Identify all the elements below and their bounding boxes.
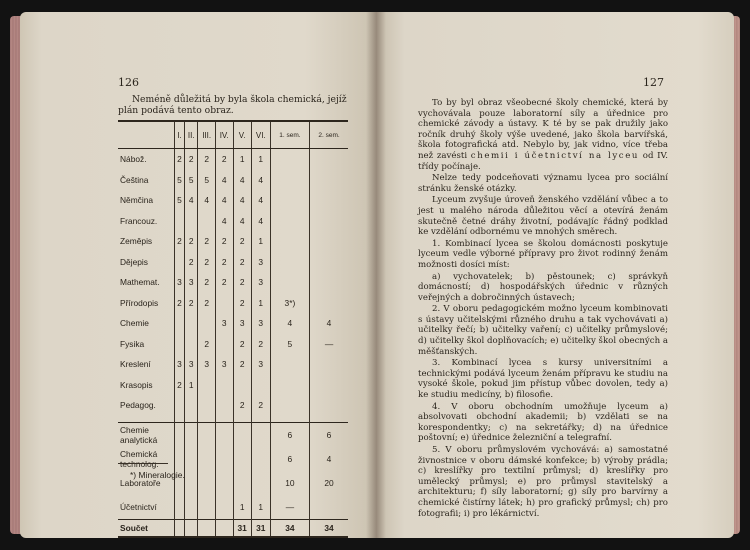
hours-cell: 1 xyxy=(251,495,270,520)
paragraph: 1. Kombinací lycea se školou domácnosti poskytuje lyceum vedle výborné přípravy pro život rodinný ženám možnosti dosíci míst: xyxy=(418,238,668,270)
hours-cell xyxy=(251,375,270,396)
hours-cell xyxy=(184,313,198,334)
hours-cell xyxy=(175,334,185,355)
subject-cell: Chemická technolog. xyxy=(120,448,159,469)
hours-cell xyxy=(215,471,233,495)
hours-cell xyxy=(310,149,348,170)
hours-cell xyxy=(310,170,348,191)
paragraph: 3. Kombinací lycea s kursy universitními a technickými podává lyceum ženám přípravu ke studiu na vysoké škole, pokud jim přístup vůbec dovolen, tedy a) ke studiu medicíny, b) filosofie. xyxy=(418,358,668,401)
hours-cell: 31 xyxy=(251,519,270,537)
table-row xyxy=(118,190,348,211)
hours-cell: 3 xyxy=(251,272,270,293)
hours-cell xyxy=(198,471,215,495)
paragraph: a) vychovatelek; b) pěstounek; c) správkyň domácností; d) hospodářských úřednic v různých veřejných a dobročinných ústavech; xyxy=(418,271,668,303)
hours-cell: 1 xyxy=(251,231,270,252)
hours-cell: 3 xyxy=(184,272,198,293)
hours-cell: 5 xyxy=(184,170,198,191)
hours-cell: 2 xyxy=(175,231,185,252)
hours-cell xyxy=(233,471,251,495)
paragraph: 5. V oboru průmyslovém vychovává: a) samostatné živnostnice v oboru dámské konfekce; b) výroby prádla; c) kreslířky pro textilní průmysl; d) kreslířky pro umělecký průmysl; e) pro průmysl stavitelský a architekturu; f) síly laboratorní; g) síly pro barvírny a chemické čistírny látek; h) pro grafický průmysl; ch) pro fotografii; i) pro lékárnictví. xyxy=(418,445,668,519)
emphasized-text: chemii i účetnictví na lyceu xyxy=(470,150,640,161)
subject-cell: Pedagog. xyxy=(120,400,156,411)
hours-cell: 4 xyxy=(215,190,233,211)
hours-cell xyxy=(175,495,185,520)
table-row xyxy=(118,375,348,396)
hours-cell xyxy=(310,395,348,416)
hours-cell: 2 xyxy=(215,252,233,273)
hours-cell: 2 xyxy=(233,395,251,416)
subject-cell: Nábož. xyxy=(120,154,147,165)
subject-cell: Laboratoře xyxy=(120,477,161,488)
hours-cell: 3 xyxy=(198,354,215,375)
hours-cell xyxy=(233,375,251,396)
hours-cell: 20 xyxy=(310,471,348,495)
table-row xyxy=(118,272,348,293)
hours-cell: 5 xyxy=(270,334,309,355)
subject-cell: Přírodopis xyxy=(120,297,159,308)
hours-cell xyxy=(233,422,251,447)
hours-cell: 3 xyxy=(251,252,270,273)
hours-cell xyxy=(175,395,185,416)
header-sem-1: 1. sem. xyxy=(270,121,309,149)
table-row xyxy=(118,495,348,520)
hours-cell xyxy=(215,334,233,355)
hours-cell: 5 xyxy=(198,170,215,191)
hours-cell: 4 xyxy=(233,170,251,191)
hours-cell xyxy=(198,422,215,447)
header-year-1: I. xyxy=(175,121,185,149)
table-row xyxy=(118,354,348,375)
hours-cell: 2 xyxy=(233,354,251,375)
hours-cell: 5 xyxy=(175,170,185,191)
paragraph-text: To by byl obraz všeobecné školy chemické, která by vychovávala pouze laboratorní síly a úřednice pro chemické závody a ústavy. K té by se pak družily jako ročník druhý školy výše uvedené, jako škola barvířská, škola fotografická atd. Nebylo by, jak vidno, více třeba než zavésti xyxy=(418,98,668,161)
hours-cell: 2 xyxy=(233,334,251,355)
hours-cell xyxy=(310,272,348,293)
hours-cell xyxy=(184,334,198,355)
hours-cell xyxy=(270,190,309,211)
right-page-text xyxy=(418,98,668,520)
hours-cell: 6 xyxy=(310,422,348,447)
hours-cell: 34 xyxy=(270,519,309,537)
hours-cell xyxy=(198,375,215,396)
table-row xyxy=(118,170,348,191)
hours-cell: 1 xyxy=(251,293,270,314)
hours-cell: 4 xyxy=(251,211,270,232)
hours-cell xyxy=(184,495,198,520)
hours-cell: 2 xyxy=(233,293,251,314)
hours-cell: 2 xyxy=(175,149,185,170)
hours-cell xyxy=(175,211,185,232)
header-year-2: II. xyxy=(184,121,198,149)
table-row xyxy=(118,252,348,273)
hours-cell xyxy=(310,375,348,396)
subject-cell: Zeměpis xyxy=(120,236,153,247)
table-row xyxy=(118,313,348,334)
hours-cell: 2 xyxy=(175,375,185,396)
subject-cell: Francouz. xyxy=(120,215,158,226)
hours-cell: 3 xyxy=(251,313,270,334)
hours-cell xyxy=(198,447,215,471)
hours-cell: 6 xyxy=(270,447,309,471)
hours-cell xyxy=(215,395,233,416)
book-gutter xyxy=(366,12,386,538)
page-number-right: 127 xyxy=(643,76,664,89)
hours-cell: 2 xyxy=(198,272,215,293)
subject-cell: Němčina xyxy=(120,195,154,206)
hours-cell xyxy=(215,519,233,537)
hours-cell: — xyxy=(310,334,348,355)
hours-cell xyxy=(215,422,233,447)
hours-cell: 31 xyxy=(233,519,251,537)
hours-cell xyxy=(233,447,251,471)
subject-cell: Účetnictví xyxy=(120,501,157,512)
hours-cell xyxy=(310,252,348,273)
hours-cell: 1 xyxy=(184,375,198,396)
hours-cell xyxy=(175,252,185,273)
table-row xyxy=(118,519,348,537)
hours-cell: 3*) xyxy=(270,293,309,314)
table-row xyxy=(118,293,348,314)
hours-cell xyxy=(184,471,198,495)
hours-cell xyxy=(310,293,348,314)
hours-cell: 2 xyxy=(215,231,233,252)
subject-cell: Fysika xyxy=(120,338,145,349)
table-row xyxy=(118,395,348,416)
hours-cell: 34 xyxy=(310,519,348,537)
paragraph: 4. V oboru obchodním umožňuje lyceum a) absolvovati obchodní akademii; b) vzdělati se na korespondentky; c) na sekretářky; d) na úřednice poštovní; e) úřednice železniční a telegrafní. xyxy=(418,401,668,444)
table-row xyxy=(118,149,348,170)
hours-cell: 4 xyxy=(184,190,198,211)
hours-cell xyxy=(251,422,270,447)
subject-cell: Krasopis xyxy=(120,379,153,390)
hours-cell xyxy=(215,293,233,314)
header-year-3: III. xyxy=(198,121,215,149)
hours-cell xyxy=(198,313,215,334)
hours-cell: 1 xyxy=(251,149,270,170)
hours-cell xyxy=(270,170,309,191)
hours-cell: 4 xyxy=(215,211,233,232)
hours-cell xyxy=(184,422,198,447)
hours-cell: 2 xyxy=(184,252,198,273)
hours-cell xyxy=(270,211,309,232)
hours-cell: 2 xyxy=(175,293,185,314)
subject-cell: Čeština xyxy=(120,174,149,185)
hours-cell xyxy=(215,495,233,520)
header-year-4: IV. xyxy=(215,121,233,149)
hours-cell: 3 xyxy=(215,354,233,375)
hours-cell: 4 xyxy=(215,170,233,191)
hours-cell: 2 xyxy=(198,334,215,355)
hours-cell: 4 xyxy=(270,313,309,334)
paragraph: Nelze tedy podceňovati významu lycea pro sociální stránku ženské otázky. xyxy=(418,173,668,194)
hours-cell xyxy=(198,495,215,520)
hours-cell xyxy=(184,447,198,471)
paragraph: 2. V oboru pedagogickém možno lyceum kombinovati s ústavy učitelskými různého druhu a tak vychovávati a) učitelky řečí; b) učitelky vaření; c) učitelky průmyslové; d) učitelky škol doplňovacích; e) učitelky škol obecných a měšťanských. xyxy=(418,304,668,357)
hours-cell: 4 xyxy=(233,190,251,211)
hours-cell: 4 xyxy=(251,190,270,211)
hours-cell: 2 xyxy=(184,149,198,170)
hours-cell xyxy=(251,447,270,471)
table-row xyxy=(118,334,348,355)
hours-cell: 2 xyxy=(233,272,251,293)
hours-cell xyxy=(310,211,348,232)
hours-cell: 2 xyxy=(215,272,233,293)
hours-cell: 10 xyxy=(270,471,309,495)
paragraph: Lyceum zvyšuje úroveň ženského vzdělání vůbec a to jest u malého národa důležitou věcí a otevírá ženám skutečně četné dráhy životní, podávajíc řádný podklad ke vzdělání odbornému ve mnohých směrech. xyxy=(418,195,668,238)
page-number-left: 126 xyxy=(118,76,139,89)
table-row xyxy=(118,211,348,232)
hours-cell: 4 xyxy=(251,170,270,191)
hours-cell: 2 xyxy=(198,293,215,314)
hours-cell: 4 xyxy=(198,190,215,211)
footnote: *) Mineralogie. xyxy=(130,470,185,480)
hours-cell: 2 xyxy=(233,231,251,252)
subject-cell: Chemie analytická xyxy=(118,422,175,447)
hours-cell xyxy=(215,375,233,396)
hours-cell: 6 xyxy=(270,422,309,447)
table-row xyxy=(118,231,348,252)
hours-cell xyxy=(270,149,309,170)
hours-cell: 3 xyxy=(175,354,185,375)
hours-cell xyxy=(310,231,348,252)
hours-cell xyxy=(175,519,185,537)
hours-cell xyxy=(251,471,270,495)
hours-cell xyxy=(270,375,309,396)
hours-cell xyxy=(184,395,198,416)
hours-cell: 4 xyxy=(310,447,348,471)
hours-cell: 4 xyxy=(310,313,348,334)
hours-cell xyxy=(175,313,185,334)
hours-cell: 3 xyxy=(215,313,233,334)
hours-cell xyxy=(270,354,309,375)
hours-cell: 2 xyxy=(198,149,215,170)
hours-cell: 1 xyxy=(233,149,251,170)
hours-cell xyxy=(270,395,309,416)
footnote-rule xyxy=(118,463,168,464)
hours-cell: 3 xyxy=(175,272,185,293)
subject-cell: Mathemat. xyxy=(120,277,160,288)
hours-cell xyxy=(175,422,185,447)
subject-cell: Kreslení xyxy=(120,359,151,370)
hours-cell: 4 xyxy=(233,211,251,232)
header-year-5: V. xyxy=(233,121,251,149)
hours-cell xyxy=(184,519,198,537)
subject-cell: Dějepis xyxy=(120,256,148,267)
hours-cell: 1 xyxy=(233,495,251,520)
hours-cell xyxy=(310,495,348,520)
hours-cell xyxy=(270,252,309,273)
hours-cell xyxy=(310,190,348,211)
hours-cell: — xyxy=(270,495,309,520)
hours-cell: 5 xyxy=(175,190,185,211)
header-sem-2: 2. sem. xyxy=(310,121,348,149)
hours-cell xyxy=(270,272,309,293)
hours-cell xyxy=(215,447,233,471)
hours-cell: 3 xyxy=(184,354,198,375)
hours-cell: 2 xyxy=(184,231,198,252)
hours-cell xyxy=(198,519,215,537)
subject-cell: Součet xyxy=(118,519,175,537)
hours-cell: 2 xyxy=(184,293,198,314)
table-row xyxy=(118,422,348,447)
table-intro: Neméně důležitá by byla škola chemická, jejíž plán podává tento obraz. xyxy=(118,94,347,116)
hours-cell: 2 xyxy=(198,231,215,252)
hours-cell: 3 xyxy=(233,313,251,334)
hours-cell: 2 xyxy=(215,149,233,170)
hours-cell: 2 xyxy=(198,252,215,273)
hours-cell xyxy=(270,231,309,252)
hours-cell xyxy=(198,211,215,232)
paragraph xyxy=(418,98,668,172)
hours-cell: 3 xyxy=(251,354,270,375)
hours-cell: 2 xyxy=(251,334,270,355)
hours-cell xyxy=(198,395,215,416)
hours-cell: 2 xyxy=(233,252,251,273)
hours-cell xyxy=(184,211,198,232)
header-year-6: VI. xyxy=(251,121,270,149)
subject-cell: Chemie xyxy=(120,318,149,329)
table-header-row xyxy=(118,121,348,149)
hours-cell xyxy=(310,354,348,375)
header-subject xyxy=(118,121,175,149)
hours-cell: 2 xyxy=(251,395,270,416)
hours-cell xyxy=(175,447,185,471)
paragraph-text: od IV. třídy počínaje. xyxy=(418,150,668,172)
table-row xyxy=(118,447,348,471)
